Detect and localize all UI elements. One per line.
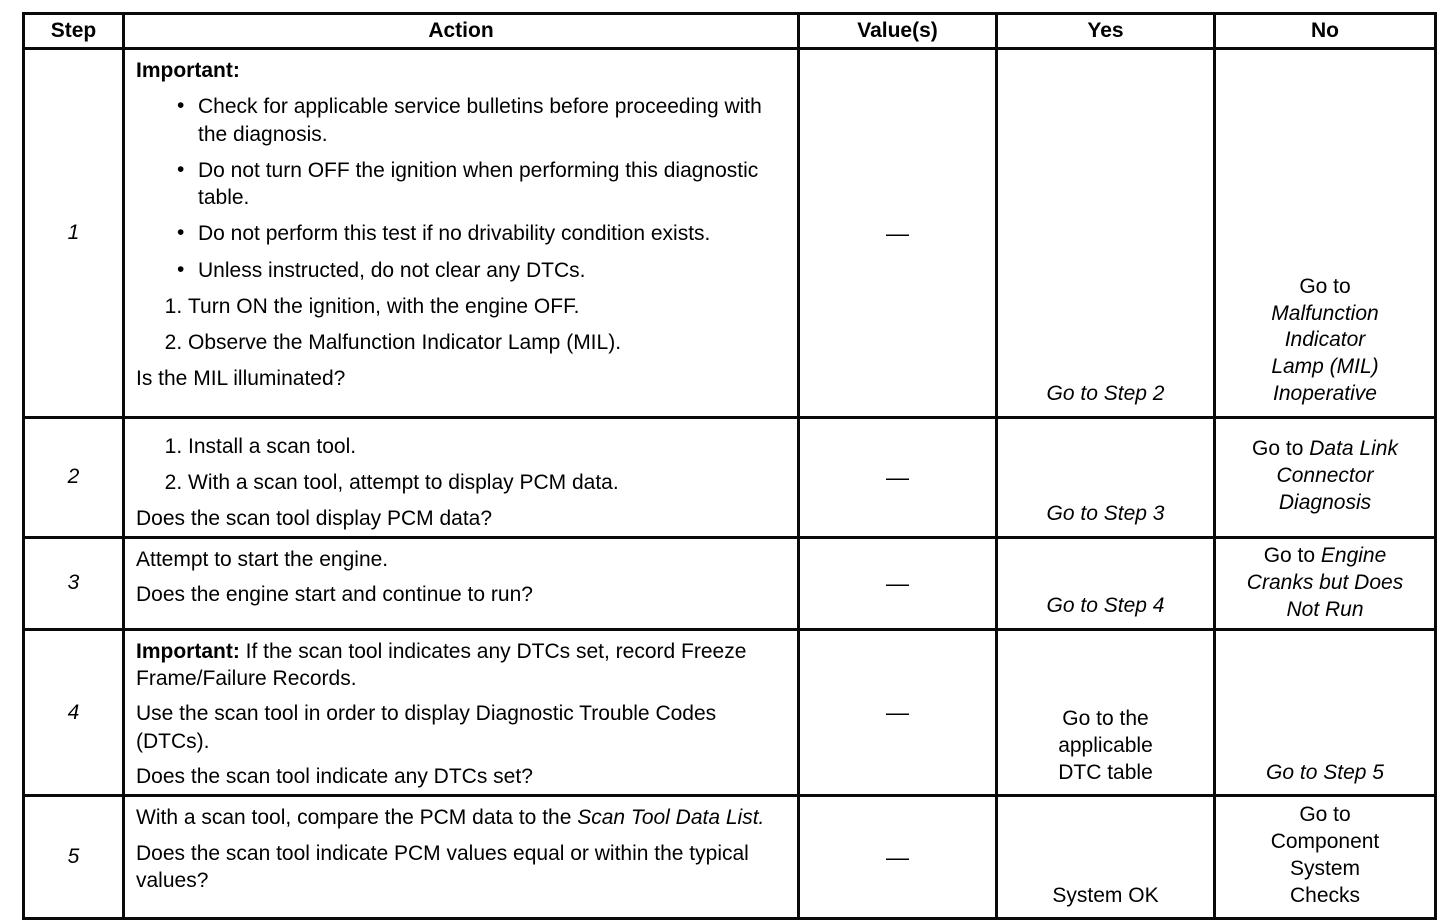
important-label: Important: — [136, 59, 240, 82]
value-cell: — — [799, 629, 997, 795]
question-text: Does the scan tool indicate any DTCs set? — [136, 765, 533, 789]
important-paragraph — [136, 638, 787, 693]
header-step: Step — [24, 14, 124, 49]
value-cell: — — [799, 537, 997, 629]
step-number: 1 — [24, 49, 124, 418]
numbered-step-list — [136, 433, 787, 497]
important-text: If the scan tool indicates any DTCs set, record Freeze Frame/Failure Records. — [136, 639, 747, 691]
value-cell: — — [799, 49, 997, 418]
no-cell — [1215, 49, 1436, 418]
bullet-item: • Do not turn OFF the ignition when performing this diagnostic table. — [198, 157, 787, 212]
action-text-italic: Scan Tool Data List. — [577, 806, 765, 830]
goto-table-link: Engine Cranks but Does Not Run — [1246, 544, 1404, 622]
yes-cell — [997, 796, 1215, 919]
bullet-item: • Unless instructed, do not clear any DTCs. — [198, 257, 787, 284]
goto-step-link: Go to Step 3 — [1046, 502, 1165, 526]
yes-cell — [997, 49, 1215, 418]
goto-table-link: Go to Component System Checks — [1270, 802, 1380, 907]
yes-cell — [997, 418, 1215, 538]
goto-prefix: Go to — [1252, 437, 1310, 461]
yes-cell — [997, 629, 1215, 795]
goto-prefix: Go to — [1299, 274, 1351, 298]
header-action: Action — [124, 14, 799, 49]
header-values: Value(s) — [799, 14, 997, 49]
goto-prefix: Go to — [1263, 544, 1321, 568]
question-text: Is the MIL illuminated? — [136, 366, 346, 390]
numbered-item: 1. Turn ON the ignition, with the engine OFF. — [188, 293, 787, 320]
step-number: 3 — [24, 537, 124, 629]
numbered-item: 2. Observe the Malfunction Indicator Lamp (MIL). — [188, 329, 787, 356]
goto-table-link: Go to the applicable DTC table — [1058, 706, 1153, 784]
header-no: No — [1215, 14, 1436, 49]
value-cell: — — [799, 796, 997, 919]
table-row-step-5 — [24, 796, 1436, 919]
action-cell — [124, 418, 799, 538]
action-cell — [124, 537, 799, 629]
bullet-item: • Check for applicable service bulletins before proceeding with the diagnosis. — [198, 93, 787, 148]
no-cell — [1215, 629, 1436, 795]
table-row-step-4 — [24, 629, 1436, 795]
action-text: Use the scan tool in order to display Diagnostic Trouble Codes (DTCs). — [136, 702, 717, 753]
question-text: Does the scan tool indicate PCM values equal or within the typical values? — [136, 841, 749, 892]
important-bullet-list — [136, 93, 787, 284]
step-number: 4 — [24, 629, 124, 795]
no-cell — [1215, 537, 1436, 629]
numbered-item: 2. With a scan tool, attempt to display PCM data. — [188, 469, 787, 496]
action-cell — [124, 49, 799, 418]
diagnostic-table — [22, 12, 1437, 920]
goto-table-link: Malfunction Indicator Lamp (MIL) Inoperative — [1271, 301, 1379, 406]
numbered-item: 1. Install a scan tool. — [188, 433, 787, 460]
yes-cell — [997, 537, 1215, 629]
header-row — [24, 14, 1436, 49]
goto-step-link: Go to Step 5 — [1266, 760, 1384, 784]
action-text — [136, 804, 787, 831]
step-number: 2 — [24, 418, 124, 538]
value-cell: — — [799, 418, 997, 538]
goto-table-link: Data Link Connector Diagnosis — [1276, 437, 1398, 514]
action-cell — [124, 629, 799, 795]
no-cell — [1215, 418, 1436, 538]
action-text-normal: With a scan tool, compare the PCM data to the — [136, 806, 578, 830]
goto-step-link: Go to Step 4 — [1046, 594, 1165, 618]
table-row-step-2 — [24, 418, 1436, 538]
step-number: 5 — [24, 796, 124, 919]
important-label: Important: — [136, 639, 240, 663]
question-text: Does the scan tool display PCM data? — [136, 506, 493, 530]
numbered-step-list — [136, 293, 787, 357]
table-row-step-3 — [24, 537, 1436, 629]
action-cell — [124, 796, 799, 919]
header-yes: Yes — [997, 14, 1215, 49]
result-text: System OK — [1052, 883, 1159, 907]
goto-step-link: Go to Step 2 — [1046, 382, 1165, 406]
question-text: Does the engine start and continue to run? — [136, 583, 533, 607]
no-cell — [1215, 796, 1436, 919]
action-text: Attempt to start the engine. — [136, 547, 389, 571]
table-row-step-1 — [24, 49, 1436, 418]
bullet-item: • Do not perform this test if no drivability condition exists. — [198, 220, 787, 247]
